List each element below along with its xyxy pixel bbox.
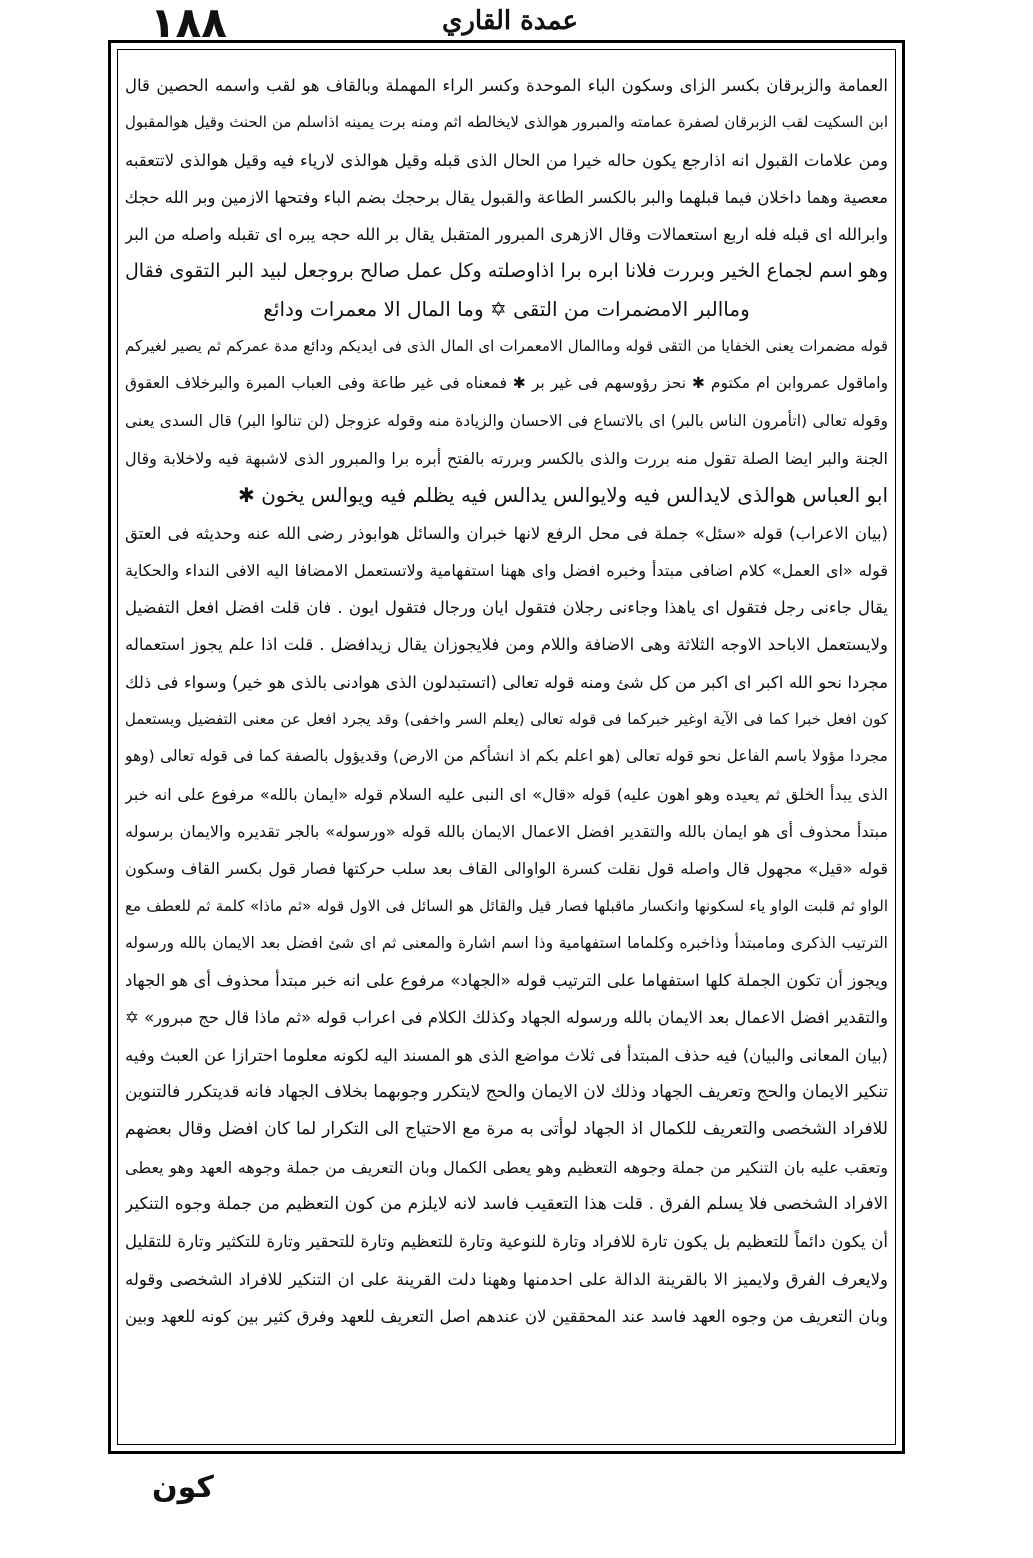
text-line: العمامة والزبرقان بكسر الزاى وسكون الباء الموحدة وكسر الراء المهملة وبالقاف هو لقب واسمه الحصين قال (125, 76, 888, 95)
text-line: ومن علامات القبول انه اذارجع يكون حاله خيرا من الحال الذى قبله وقيل هوالذى لارياء فيه وقيل هوالذى لاتتعقبه (125, 150, 888, 170)
text-line: يقال جاءنى رجل فتقول اى ياهذا وجاءنى رجلان فتقول ايان ورجال فتقول ايون . فان قلت افضل افعل التفضيل (125, 598, 888, 618)
text-line: الافراد الشخصى فلا يسلم الفرق . قلت هذا التعقيب فاسد لانه لايلزم من كون التعظيم من جملة وجوه التنكير (125, 1193, 888, 1214)
text-line: (بيان الاعراب) قوله «سئل» جملة فى محل الرفع لانها خبران والسائل هوابوذر رضى الله عنه وحديثه فى العتق (125, 523, 888, 543)
text-line: تنكير الايمان والحج وتعريف الجهاد وذلك لان الايمان والحج لايتكرر وجوبهما بخلاف الجهاد فانه قديتكرر فالتنوين (125, 1082, 888, 1103)
text-line: مجردا نحو الله اكبر اى اكبر من كل شئ ومنه قوله تعالى (اتستبدلون الذى هوادنى بالذى هو خير) وسواء فى ذلك (125, 672, 888, 692)
page-frame (108, 40, 905, 1454)
text-line: واماقول عمروابن ام مكتوم ✱ نحز رؤوسهم فى غير بر ✱ فمعناه فى غير طاعة وفى العباب المبرة والبرخلاف العقوق (125, 374, 888, 393)
text-line: وبان التعريف من وجوه العهد فاسد عند المحققين لان عندهم اصل التعريف للعهد وفرق كثير بين كونه للعهد وبين (125, 1306, 888, 1326)
text-line: مبتدأ محذوف أى هو ايمان بالله والتقدير افضل الاعمال الايمان بالله قوله «ورسوله» بالجر تقديره والايمان برسوله (125, 821, 888, 841)
text-line: ولايستعمل الاباحد الاوجه الثلاثة وهى الاضافة واللام ومن فلايجوزان يقال زيدافضل . قلت اذا علم يجوز استعماله (125, 635, 888, 655)
text-line: قوله «قيل» مجهول قال واصله قول نقلت كسرة الواوالى القاف بعد سلب حركتها فصار قول بكسر القاف وسكون (125, 859, 888, 879)
text-line: أن يكون دائماً للتعظيم بل يكون تارة للافراد وتارة للنوعية وتارة للتعظيم وتارة للتحقير وتارة للتكثير وتارة للتقليل (125, 1232, 888, 1252)
text-line: قوله «اى العمل» كلام اضافى مبتدأ وخبره افضل واى ههنا استفهامية ولاتستعمل الامضافا اليه الافى النداء والحكاية (125, 560, 888, 580)
text-line: والتقدير افضل الاعمال بعد الايمان بالله ورسوله الجهاد وكذلك الكلام فى اعراب قوله «ثم ماذا قال حج مبرور» ✡ (125, 1008, 888, 1028)
text-line: قوله مضمرات يعنى الخفايا من التقى قوله وماالمال الامعمرات اى المال الذى فى ايديكم ودائع مدة عمركم ثم يصير لغيركم (125, 337, 888, 356)
text-body (125, 67, 888, 1441)
text-line: وقوله تعالى (اتأمرون الناس بالبر) اى بالاتساع فى الاحسان والزيادة منه وقوله عزوجل (لن تنالوا البر) قال السدى يعنى (125, 411, 888, 430)
text-line: (بيان المعانى والبيان) فيه حذف المبتدأ فى ثلاث مواضع الذى هو المسند اليه لكونه معلوما احترازا عن العبث وفيه (125, 1045, 888, 1065)
text-line: ابن السكيت لقب الزبرقان لصفرة عمامته والمبرور هوالذى لايخالطه اثم ومنه برت يمينه اذاسلم من الحنث وقيل هوالمقبول (125, 113, 888, 132)
text-line: وهو اسم لجماع الخير وبررت فلانا ابره برا اذاوصلته وكل عمل صالح بروجعل لبيد البر التقوى فقال (125, 260, 888, 283)
text-line: وتعقب عليه بان التنكير من جملة وجوهه التعظيم وهو يعطى الكمال وبان التعريف من جملة وجوهه العهد وهو يعطى (125, 1157, 888, 1177)
text-line: ويجوز أن تكون الجملة كلها استفهاما على الترتيب قوله «الجهاد» مرفوع على انه خبر مبتدأ محذوف أى هو الجهاد (125, 971, 888, 991)
text-line: الجنة والبر ايضا الصلة تقول منه بررت والذى بالكسر وبررته بالفتح أبره برا والمبرور الذى لاشبهة فيه ولاخلابة وقال (125, 448, 888, 468)
text-line: مجردا مؤولا باسم الفاعل نحو قوله تعالى (هو اعلم بكم اذ انشأكم من الارض) وقديؤول بالصفة كما فى قوله تعالى (وهو (125, 747, 888, 766)
text-line: الترتيب الذكرى ومامبتدأ وذاخبره وكلماما استفهامية وذا اسم اشارة والمعنى ثم اى شئ افضل بعد الايمان بالله ورسوله (125, 933, 888, 952)
running-title: عمدة القاري (442, 6, 578, 36)
catchword: كون (152, 1470, 214, 1505)
text-line: معصية وهما داخلان فيما قبلهما والبر بالكسر الطاعة والقبول يقال برحجك بضم الباء وفتحها الازمين وبر الله حجك (125, 187, 888, 207)
text-line: للافراد الشخصى والتعريف للكمال اذ الجهاد لوأتى به مرة مع الاحتياج الى التكرار لما كان افضل وقال بعضهم (125, 1119, 888, 1140)
text-line: كون افعل خبرا كما فى الآية اوغير خبركما فى قوله تعالى (يعلم السر واخفى) وقد يجرد افعل عن معنى التفضيل ويستعمل (125, 710, 888, 729)
page-number: ۱۸۸ (150, 0, 227, 47)
text-line: الواو ثم قلبت الواو ياء لسكونها وانكسار ماقبلها فصار قيل والقائل هو السائل فى الاول قوله «ثم ماذا» كلمة ثم للعطف مع (125, 896, 888, 915)
text-line: ابو العباس هوالذى لايدالس فيه ولايوالس يدالس فيه يظلم فيه ويوالس يخون ✱ (237, 483, 888, 508)
poetry-verse: وماالبر الامضمرات من التقى ✡ وما المال الا معمرات ودائع (263, 296, 750, 321)
text-line: وابرالله اى قبله فله اربع استعمالات وقال الازهرى المبرور المتقبل يقال بر الله حجه يبره اى تقبله واصله من البر (125, 225, 888, 245)
text-line: الذى يبدأ الخلق ثم يعيده وهو اهون عليه) قوله «قال» اى النبى عليه السلام قوله «ايمان بالله» مرفوع على انه خبر (125, 784, 888, 804)
text-line: ولايعرف الفرق ولايميز الا بالقرينة الدالة على احدمنها وههنا دلت القرينة على ان التنكير للافراد الشخصى وقوله (125, 1269, 888, 1289)
